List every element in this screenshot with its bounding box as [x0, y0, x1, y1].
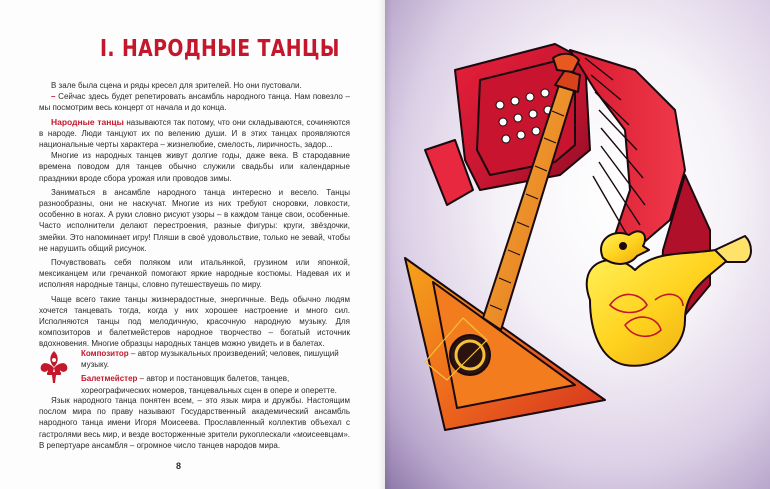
- paragraph-3-text: называются так потому, что они складываются, сочиняются в народе. Люди танцуют их по велению души. И в этих танцах проявляются национальные черты характера – жизнелюбие, смелость, лиричность, задор...: [39, 117, 350, 150]
- body-text: [39, 80, 350, 350]
- paragraph-2: [39, 91, 350, 113]
- highlight-term: Народные танцы: [51, 116, 124, 127]
- paragraph-5-text: Заниматься в ансамбле народного танца интересно и весело. Танцы разнообразны, они не наскучат. Многие из них требуют сноровки, ловкости, особенно в ногах. А руки словно рисуют узоры – в каждом танце свои, особенные. Часто исполнители делают перестроения, разные фигуры: круги, звёздочки, змейки. Это напоминает игру! Пляши в своё удовольствие, только не зевай, чтобы не нарушить общий рисунок.: [39, 187, 350, 253]
- paragraph-6-text: Почувствовать себя поляком или итальянкой, грузином или японкой, мексиканцем или гречанкой помогают яркие народные костюмы. Надевая их и исполняя народные танцы, словно путешествуешь по миру.: [39, 258, 350, 290]
- paragraph-3: [39, 117, 350, 151]
- glossary-box: [39, 348, 350, 399]
- page-number: 8: [176, 461, 182, 471]
- glossary-definition: – автор и постановщик балетов, танцев, хореографических номеров, танцевальных сцен в опере и оперетте.: [81, 374, 337, 395]
- paragraph-1: [39, 80, 350, 91]
- paragraph-4-text: Многие из народных танцев живут долгие годы, даже века. В стародавние времена поводом для танцев обычно служили свадьбы или календарные праздники вроде сбора урожая или проводов зимы.: [39, 151, 350, 183]
- glossary-term: Композитор: [81, 349, 129, 358]
- folk-instruments-illustration: [385, 0, 770, 489]
- paragraph-5: [39, 187, 350, 254]
- paragraph-7-text: Чаще всего такие танцы жизнерадостные, энергичные. Ведь обычно людям хочется танцевать тогда, когда у них хорошее настроение и много сил. Исполняются танцы под мелодичную, красочную народную музыку. Для композиторов и балетмейстеров народное творчество – богатый источник вдохновения. Многие образцы народных танцев можно увидеть и в балетах.: [39, 294, 350, 349]
- paragraph-8: Язык народного танца понятен всем, – это язык мира и дружбы. Настоящим послом мира по праву называют Государственный академический ансамбль народного танца имени Игоря Моисеева. Прославленный коллектив объехал с гастролями весь мир, и везде восторженные зрители рукоплескали «моисеевцам». В репертуаре ансамбля – огромное число танцев народов мира.: [39, 396, 350, 450]
- paragraph-6: [39, 257, 350, 291]
- right-page: [385, 0, 770, 489]
- paragraph-4: [39, 150, 350, 184]
- book-gutter: [378, 0, 392, 489]
- glossary-term: Балетмейстер: [81, 374, 138, 384]
- paragraph-2-text: Сейчас здесь будет репетировать ансамбль народного танца. Нам повезло – мы посмотрим весь концерт от начала и до конца.: [39, 92, 350, 113]
- paragraph-1-text: В зале была сцена и ряды кресел для зрителей. Но они пустовали.: [51, 81, 302, 90]
- glossary-entry-choreographer: [81, 373, 350, 395]
- paragraph-7: [39, 294, 350, 350]
- closing-text: [39, 395, 350, 451]
- dialogue-dash: –: [51, 92, 56, 102]
- glossary-definition: – автор музыкальных произведений; человек, пишущий музыку.: [81, 349, 339, 370]
- fleur-de-lis-icon: [39, 350, 69, 384]
- chapter-title: I. НАРОДНЫЕ ТАНЦЫ: [100, 36, 340, 62]
- glossary-entry-composer: [81, 348, 350, 370]
